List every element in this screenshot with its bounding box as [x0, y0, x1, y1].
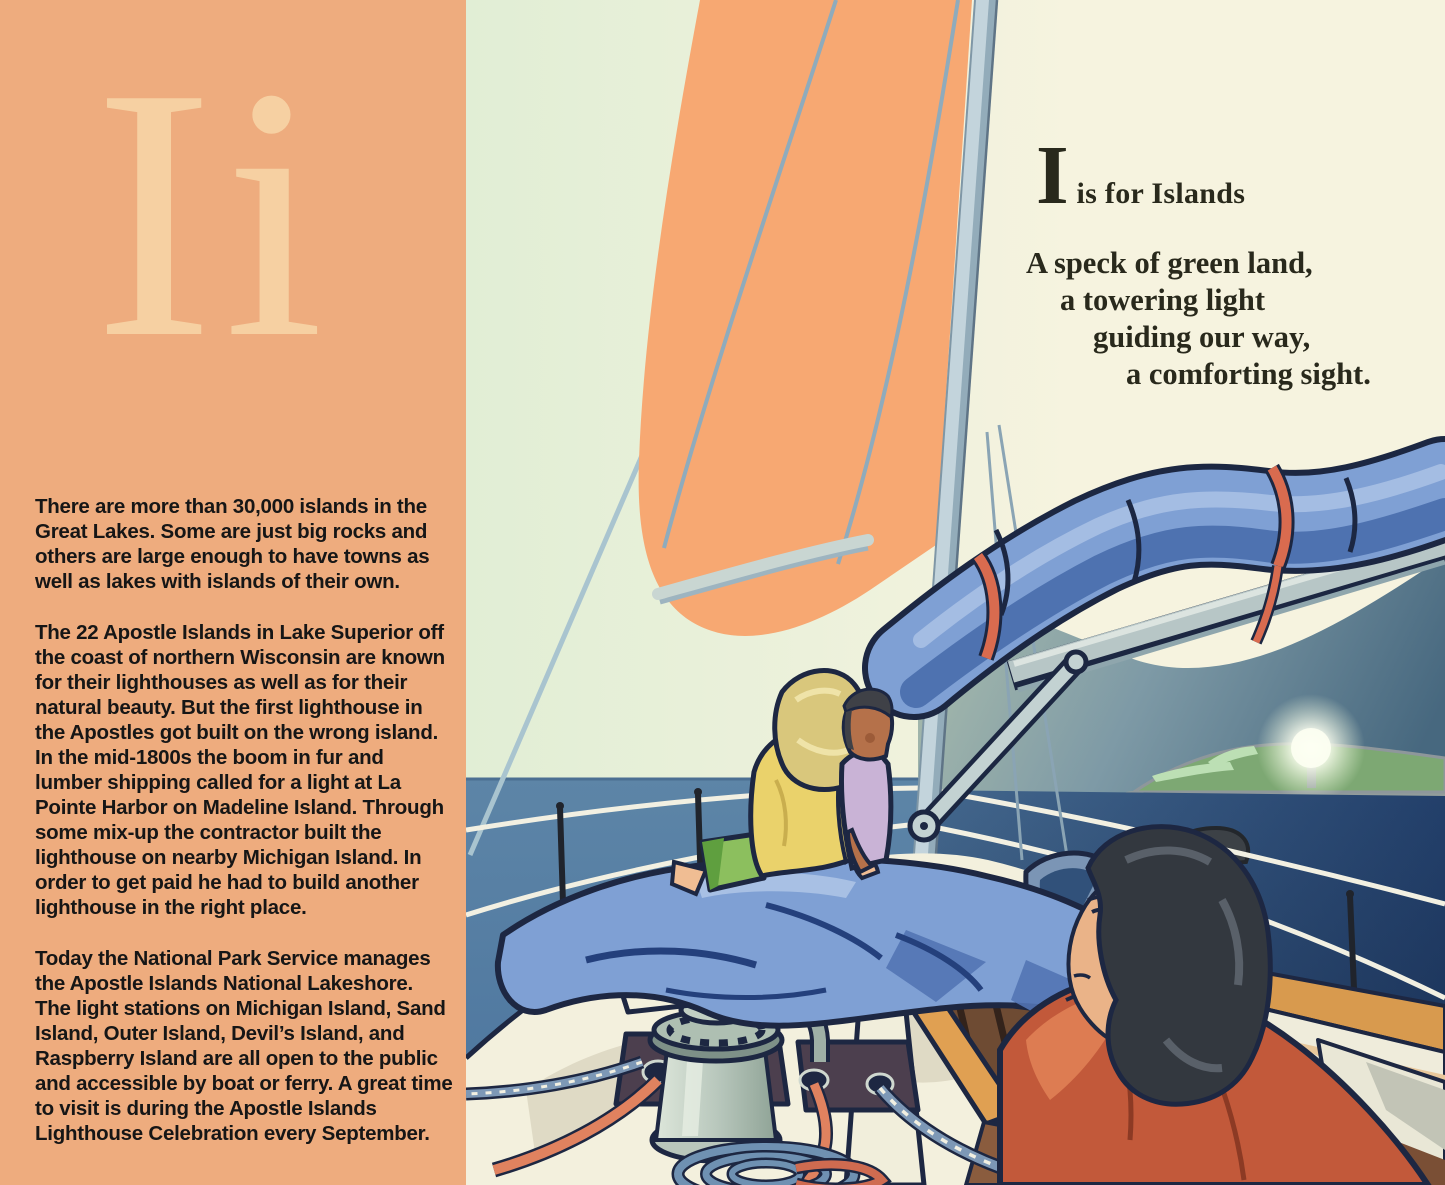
sidebar: [0, 0, 466, 1185]
poem-line: A speck of green land,: [1026, 246, 1313, 280]
paragraph-apostle-islands-history: The 22 Apostle Islands in Lake Superior off the coast of northern Wisconsin are known for their lighthouses as well as for their natural beauty. But the first lighthouse in the Apostles got built on the wrong island. In the mid-1800s the boom in fur and lumber shipping called for a light at La Pointe Harbor on Madeline Island. Through some mix-up the contractor built the lighthouse on nearby Michigan Island. In order to get paid he had to build another lighthouse in the right place.: [35, 621, 445, 919]
poem-line: guiding our way,: [1093, 320, 1311, 354]
poem-line: a towering light: [1060, 283, 1266, 317]
paragraph-great-lakes-islands: There are more than 30,000 islands in the Great Lakes. Some are just big rocks and others are large enough to have towns as well as lakes with islands of their own.: [35, 495, 430, 593]
sailboat-illustration: [466, 0, 1445, 1185]
paragraph-national-lakeshore: Today the National Park Service manages the Apostle Islands National Lakeshore. The light stations on Michigan Island, Sand Island, Outer Island, Devil’s Island, and Raspberry Island are all open to the public and accessible by boat or ferry. A great time to visit is during the Apostle Islands Lighthouse Celebration every September.: [35, 947, 453, 1145]
poem: [1026, 129, 1445, 393]
boy: [841, 689, 892, 872]
poem-drop-cap: I: [1036, 129, 1069, 222]
sidebar-text: [35, 494, 453, 1172]
mainsail: [639, 0, 972, 636]
letter-display-Ii: Ii: [94, 13, 334, 412]
poem-line: a comforting sight.: [1126, 357, 1371, 391]
poem-title: I is for Islands: [1036, 129, 1246, 222]
